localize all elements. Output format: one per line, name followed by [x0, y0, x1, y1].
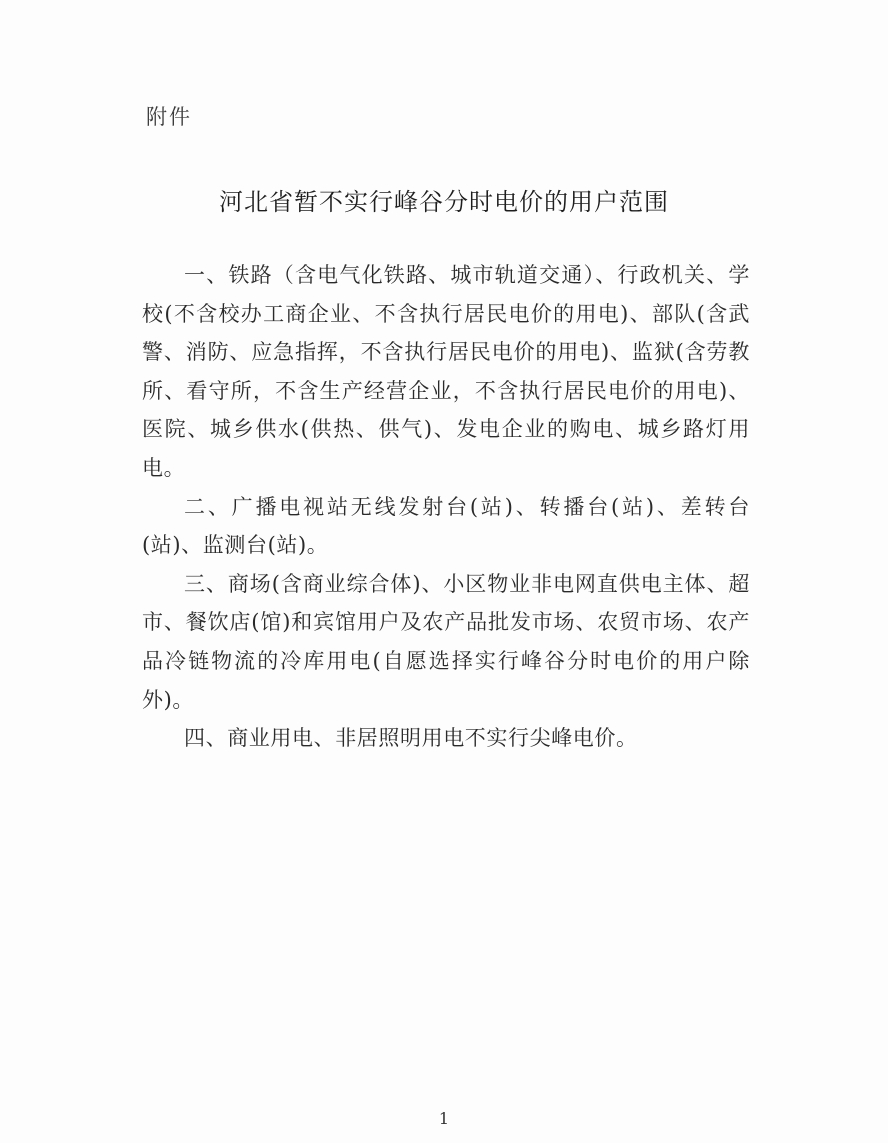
page-number: 1 [438, 1109, 450, 1128]
paragraph-3: 三、商场(含商业综合体)、小区物业非电网直供电主体、超市、餐饮店(馆)和宾馆用户及农产品批发市场、农贸市场、农产品冷链物流的冷库用电(自愿选择实行峰谷分时电价的用户除外)。 [142, 571, 750, 712]
document-title: 河北省暂不实行峰谷分时电价的用户范围 [219, 188, 669, 216]
document-body [142, 256, 750, 758]
paragraph-2: 二、广播电视站无线发射台(站)、转播台(站)、差转台(站)、监测台(站)。 [142, 494, 750, 558]
paragraph-1: 一、铁路（含电气化铁路、城市轨道交通）、行政机关、学校(不含校办工商企业、不含执行居民电价的用电)、部队(含武警、消防、应急指挥，不含执行居民电价的用电)、监狱(含劳教所、看守所，不含生产经营企业，不含执行居民电价的用电)、医院、城乡供水(供热、供气)、发电企业的购电、城乡路灯用电。 [142, 263, 750, 480]
paragraph-4: 四、商业用电、非居照明用电不实行尖峰电价。 [184, 726, 638, 751]
attachment-label: 附件 [146, 105, 192, 129]
